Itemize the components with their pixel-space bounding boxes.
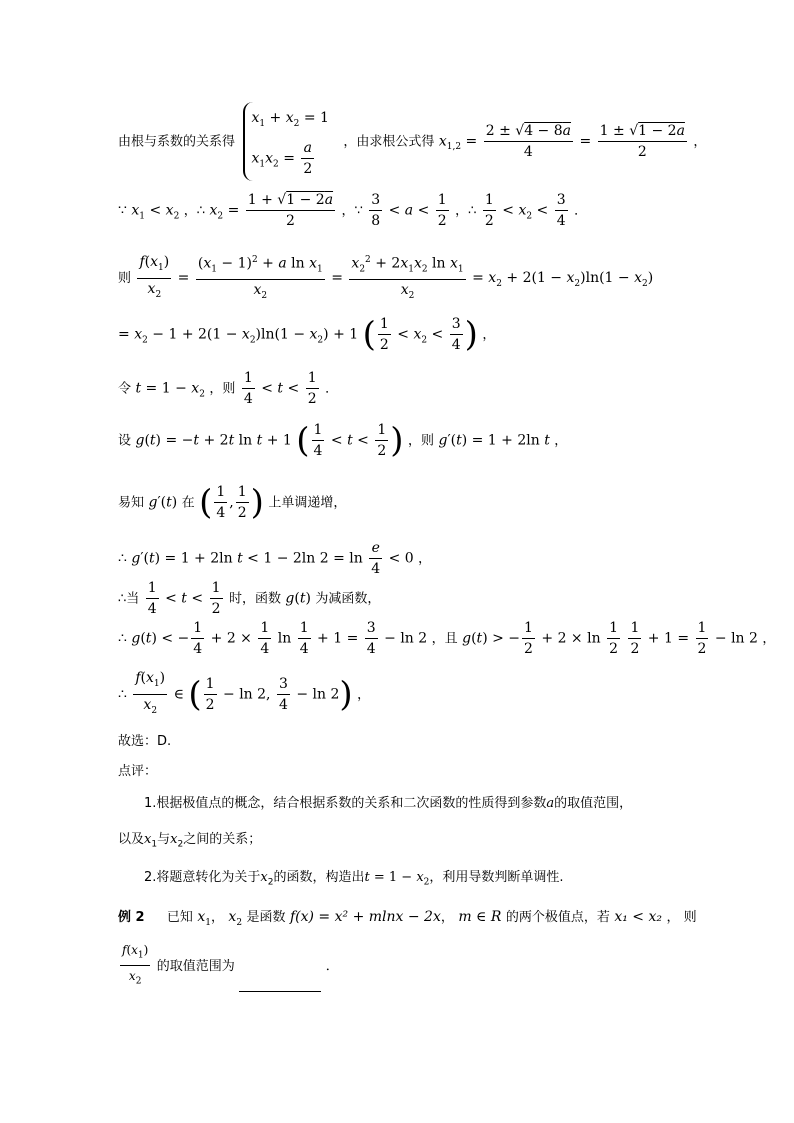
example-2: 例 2 已知 $x_1$， $x_2$ 是函数 f(x) = x² + mlnx − 2x， m ∈ R 的两个极值点，若 x₁ < x₂ ， 则 <box>118 909 697 928</box>
because-symbol: ∵ <box>118 202 127 219</box>
text: ， <box>693 134 707 150</box>
text: 2.将题意转化为关于 <box>144 870 261 885</box>
text: ， <box>210 910 224 925</box>
text: 为减函数， <box>315 591 381 607</box>
text: 已知 <box>166 910 193 925</box>
text: ， <box>482 327 496 343</box>
var-x: x <box>170 832 178 847</box>
text: ，则 <box>408 433 435 449</box>
text: 在 <box>181 495 195 511</box>
function-expression: f(x) = x² + mlnx − 2x <box>289 909 441 925</box>
text: ， <box>418 551 432 567</box>
text: 时，函数 <box>228 591 281 607</box>
text: ∴当 <box>118 591 140 607</box>
line-result: ∴ $\frac{f(x_1)}{x_2}$ ∈ ( $\frac{1}{2}$ − ln 2, $\frac{3}{4}$ − ln 2) ， <box>118 670 371 716</box>
text: 设 <box>118 433 132 449</box>
line-substitution: 令 $t = 1 - x_2$ ，则 $\frac{1}{4}$ < t < $\frac{1}{2}$ ． <box>118 370 339 407</box>
line-decreasing: ∴当 $\frac{1}{4}$ < t < $\frac{1}{2}$ 时，函数 g(t) 为减函数， <box>118 580 381 617</box>
line-monotone: 易知 g′(t) 在 ( $\frac{1}{4}$ , $\frac{1}{2}$ ) 上单调递增， <box>118 482 347 523</box>
text: ． <box>325 381 339 397</box>
comment-1-cont: 以及$x_1$与$x_2$之间的关系； <box>118 832 262 850</box>
var-x: x <box>144 832 152 847</box>
text: ，∵ <box>341 203 363 219</box>
text: 的两个极值点，若 <box>505 910 610 925</box>
line-define-g: 设 g(t) = −t + 2t ln t + 1 ( $\frac{1}{4}$ < t < $\frac{1}{2}$ ) ，则 g′(t) = 1 + 2ln t ， <box>118 420 568 461</box>
text: 上单调递增， <box>268 495 347 511</box>
text: ， <box>554 433 568 449</box>
example-label: 例 2 <box>118 910 145 925</box>
text: 之间的关系； <box>183 832 262 847</box>
line-rewrite: = $x_2 - 1 + 2(1 - x_2)\ln(1 - x_2) + 1$ ( $\frac{1}{2}$ < $x_2$ < $\frac{3}{4}$ ) ， <box>118 314 496 355</box>
comment-1 <box>144 792 632 811</box>
text: 与 <box>157 832 171 847</box>
equation-system: $x_1 + x_2 = 1$ $x_1x_2$ = $\frac{a}{2}$ <box>243 102 334 181</box>
text: 以及 <box>118 832 145 847</box>
line-x2-range: ∵ $x_1 < x_2$ ，∴ $x_2$ = $\frac{1 + √1 - 2a}{2}$ ，∵ $\frac{3}{8}$ < a < $\frac{1}{2}$ ，∴ $\frac{1}{2}$ < $x_2$ < $\frac{3}{4}$ ． <box>118 192 588 229</box>
text: 的取值范围， <box>554 796 633 811</box>
text: ，则 <box>209 381 236 397</box>
text: 则 <box>118 271 132 287</box>
text: ， <box>762 631 776 647</box>
text: ， <box>357 687 371 703</box>
text: 的函数，构造出 <box>273 870 365 885</box>
text: ，∴ <box>183 203 206 219</box>
text: 由根与系数的关系得 <box>118 134 236 150</box>
text: ，∴ <box>455 203 477 219</box>
comment-heading: 点评： <box>118 764 158 779</box>
text: 令 <box>118 381 132 397</box>
line-derivative-sign: ∴ g′(t) = 1 + 2ln t < 1 − 2ln 2 = ln $\frac{e}{4}$ < 0 ， <box>118 540 432 577</box>
text: ，且 <box>431 631 458 647</box>
example-2-question: $\frac{f(x_1)}{x_2}$ 的取值范围为 ． <box>118 940 339 992</box>
var-a: a <box>546 796 555 811</box>
line-vieta: 由根与系数的关系得 $x_1 + x_2 = 1$ $x_1x_2$ = $\frac{a}{2}$ ，由求根公式得 $x_{1,2}$ = $\frac{2 \pm √4 - 8a}{4}$ = $\frac{1 \pm √1 - 2a}{2}$ ， <box>118 102 706 181</box>
text: 易知 <box>118 495 145 511</box>
text: 1.根据极值点的概念，结合根据系数的关系和二次函数的性质得到参数 <box>144 796 547 811</box>
text: ， 则 <box>666 910 697 925</box>
text: ． <box>574 203 588 219</box>
line-ratio: 则 $\frac{f(x_1)}{x_2}$ = $\frac{(x_1 - 1)^2 + a \ln x_1}{x_2}$ = $\frac{x_2^2 + 2x_1x_2 \ln x_1}{x_2}$ = $x_2 + 2(1 - x_2)\ln(1 - x_2)$ <box>118 250 653 306</box>
condition: x₁ < x₂ <box>614 909 662 925</box>
text: ，由求根公式得 <box>343 134 435 150</box>
text: 是函数 <box>246 910 286 925</box>
line-bounds: ∴ g(t) < − $\frac{1}{4}$ + 2 × $\frac{1}{4}$ ln $\frac{1}{4}$ + 1 = $\frac{3}{4}$ − ln 2 ，且 g(t) > − $\frac{1}{2}$ + 2 × ln $\frac{1}{2}$ $\frac{1}{2}$ + 1 = $\frac{1}{2}$ − ln 2 ， <box>118 620 776 657</box>
comment-2: 2.将题意转化为关于$x_2$的函数，构造出$t = 1 - x_2$，利用导数判断单调性. <box>144 870 564 888</box>
text: ． <box>325 958 339 974</box>
m-domain: m ∈ R <box>458 909 502 925</box>
text: ，利用导数判断单调性. <box>429 870 564 885</box>
answer-blank[interactable] <box>239 991 321 992</box>
text: ， <box>440 910 454 925</box>
text: 的取值范围为 <box>156 958 235 974</box>
answer-line: 故选：D. <box>118 734 172 749</box>
